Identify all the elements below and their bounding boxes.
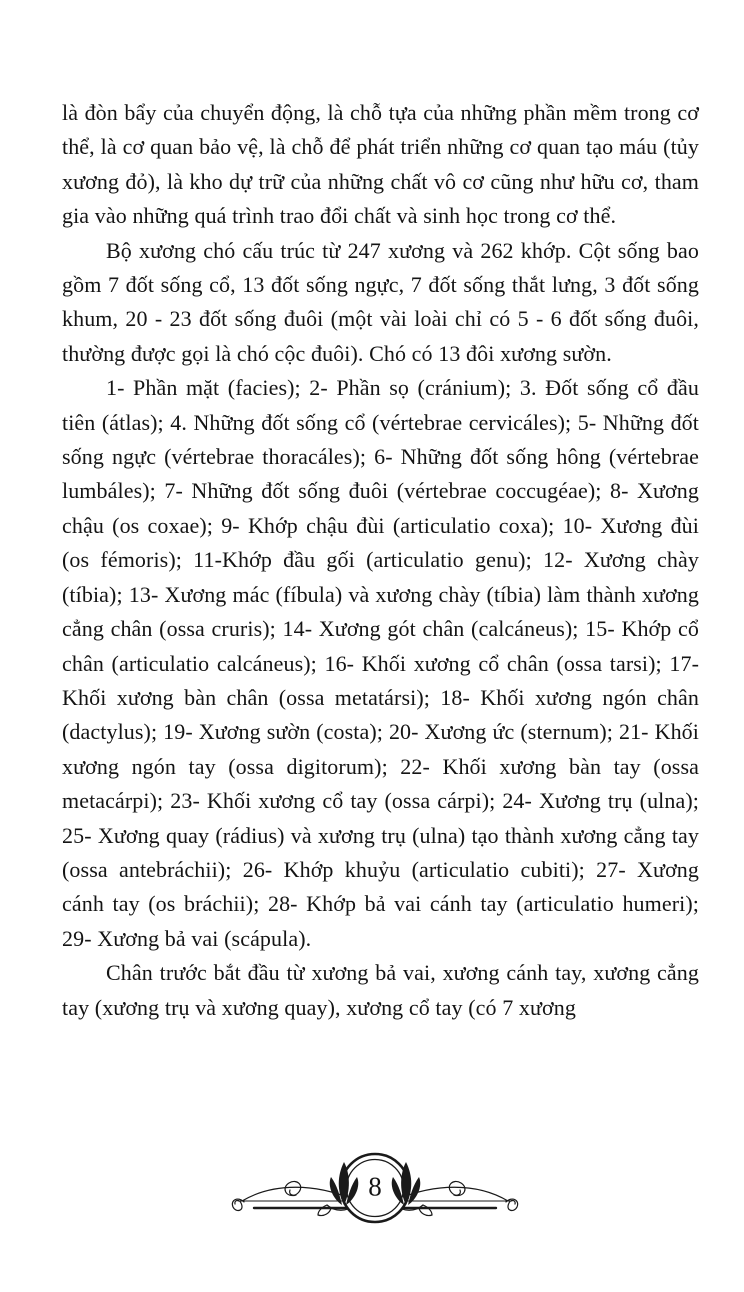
paragraph-bone-list: 1- Phần mặt (facies); 2- Phần sọ (cránium); 3. Đốt sống cổ đầu tiên (átlas); 4. Những đốt sống cổ (vértebrae cervicáles); 5- Những đốt sống ngực (vértebrae thoracáles); 6- Những đốt sống hông (vértebrae lumbáles); 7- Những đốt sống đuôi (vértebrae coccugéae); 8- Xương chậu (os coxae); 9- Khớp chậu đùi (articulatio coxa); 10- Xương đùi (os fémoris); 11-Khớp đầu gối (articulatio genu); 12- Xương chày (tíbia); 13- Xương mác (fíbula) và xương chày (tíbia) làm thành xương cẳng chân (ossa cruris); 14- Xương gót chân (calcáneus); 15- Khớp cổ chân (articulatio calcáneus); 16- Khối xương cổ chân (ossa tarsi); 17- Khối xương bàn chân (ossa metatársi); 18- Khối xương ngón chân (dactylus); 19- Xương sườn (costa); 20- Xương ức (sternum); 21- Khối xương ngón tay (ossa digitorum); 22- Khối xương bàn tay (ossa metacárpi); 23- Khối xương cổ tay (ossa cárpi); 24- Xương trụ (ulna); 25- Xương quay (rádius) và xương trụ (ulna) tạo thành xương cẳng tay (ossa antebráchii); 26- Khớp khuỷu (articulatio cubiti); 27- Xương cánh tay (os bráchii); 28- Khớp bả vai cánh tay (articulatio humeri); 29- Xương bả vai (scápula). <box>62 375 699 951</box>
page-footer <box>230 1146 520 1242</box>
body-text <box>62 96 699 1025</box>
paragraph-continuation: là đòn bẩy của chuyển động, là chỗ tựa của những phần mềm trong cơ thể, là cơ quan bảo vệ, là chỗ để phát triển những cơ quan tạo máu (tủy xương đỏ), là kho dự trữ của những chất vô cơ cũng như hữu cơ, tham gia vào những quá trình trao đổi chất và sinh học trong cơ thể. <box>62 100 699 229</box>
page-number: 8 <box>368 1171 382 1202</box>
paragraph-skeleton-structure: Bộ xương chó cấu trúc từ 247 xương và 262 khớp. Cột sống bao gồm 7 đốt sống cổ, 13 đốt sống ngực, 7 đốt sống thắt lưng, 3 đốt sống khum, 20 - 23 đốt sống đuôi (một vài loài chỉ có 5 - 6 đốt sống đuôi, thường được gọi là chó cộc đuôi). Chó có 13 đôi xương sườn. <box>62 237 699 366</box>
paragraph-foreleg: Chân trước bắt đầu từ xương bả vai, xương cánh tay, xương cẳng tay (xương trụ và xương quay), xương cổ tay (có 7 xương <box>62 960 699 1020</box>
